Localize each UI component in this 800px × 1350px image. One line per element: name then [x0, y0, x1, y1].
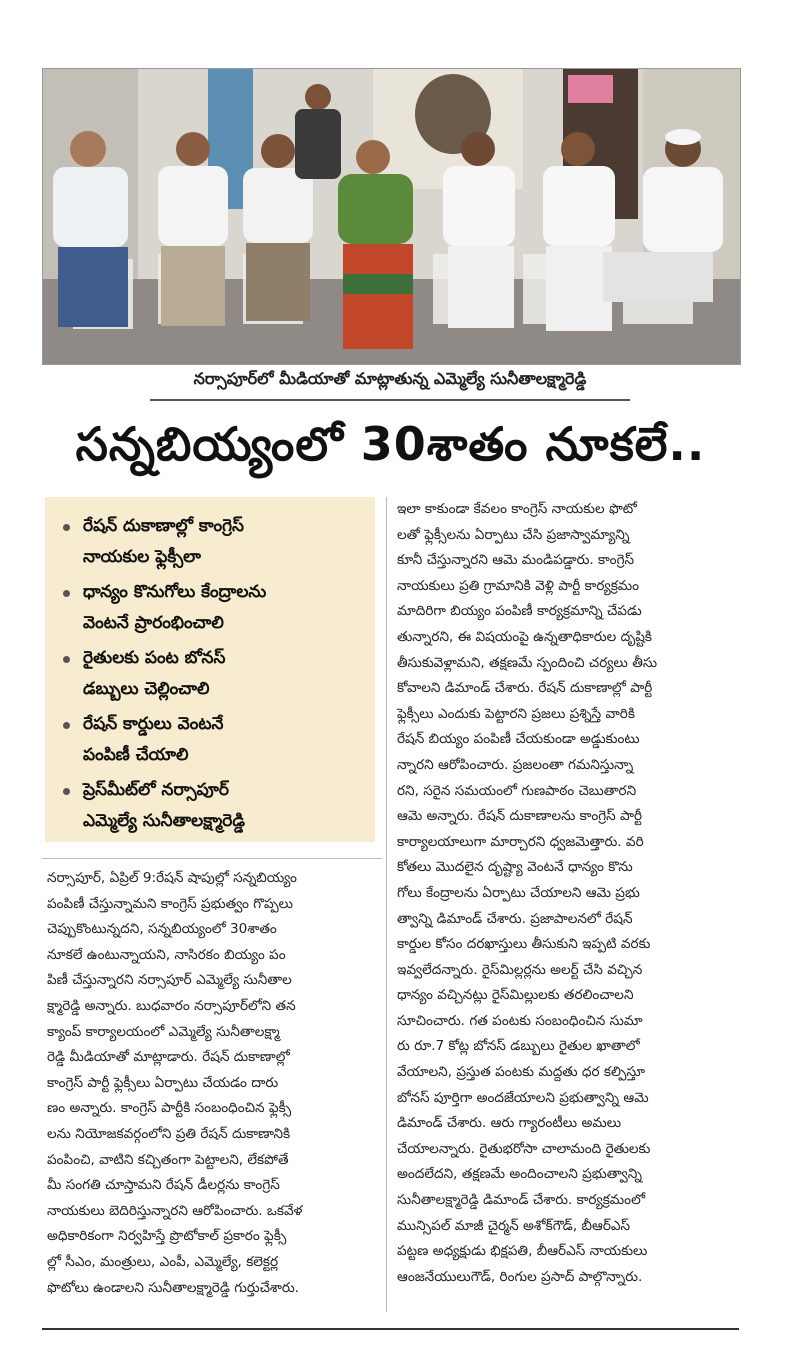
photo-caption: నర్సాపూర్‌లో మీడియాతో మాట్లాతున్న ఎమ్మెల్యే సునీతాలక్ష్మారెడ్డి: [193, 369, 587, 388]
highlight-item: ధాన్యం కొనుగోలు కేంద్రాలను వెంటనే ప్రారంభించాలి: [65, 577, 370, 639]
column-divider: [386, 497, 387, 1312]
article-body-left: నర్సాపూర్, ఏప్రిల్ 9:రేషన్ షాపుల్లో సన్నబియ్యం పంపిణీ చేస్తున్నామని కాంగ్రెస్ ప్రభుత్వం గొప్పలు చెప్పుకొంటున్నదని, సన్నబియ్యంలో 30శాతం నూకలే ఉంటున్నాయని, నాసిరకం బియ్యం పం పిణీ చేస్తున్నారని నర్సాపూర్ ఎమ్మెల్యే సునీతాల క్ష్మారెడ్డి అన్నారు. బుధవారం నర్సాపూర్‌లోని తన క్యాంప్ కార్యాలయంలో ఎమ్మెల్యే సునీతాలక్ష్మా రెడ్డి మీడియాతో మాట్లాడారు. రేషన్ దుకాణాల్లో కాంగ్రెస్ పార్టీ ఫ్లెక్సీలు ఏర్పాటు చేయడం దారు ణం అన్నారు. కాంగ్రెస్ పార్టీకి సంబంధించిన ఫ్లెక్సీ లను నియోజకవర్గంలోని ప్రతి రేషన్ దుకాణానికి పంపించి, వాటిని కచ్చితంగా పెట్టాలని, లేకపోతే మీ సంగతి చూస్తామని రేషన్ డీలర్లను కాంగ్రెస్ నాయకులు బెదిరిస్తున్నారని ఆరోపించారు. ఒకవేళ అధికారికంగా నిర్వహిస్తే ప్రొటోకాల్ ప్రకారం ఫ్లెక్సీ ల్లో సీఎం, మంత్రులు, ఎంపీ, ఎమ్మెల్యే, కలెక్టర్ల ఫొటోలు ఉండాలని సునీతాలక్ష్మారెడ్డి గుర్తుచేశారు.: [47, 870, 303, 1296]
news-photo: [42, 68, 741, 365]
article-headline: సన్నబియ్యంలో 30శాతం నూకలే..: [75, 417, 706, 471]
highlight-item: రైతులకు పంట బోనస్ డబ్బులు చెల్లించాలి: [65, 643, 370, 705]
highlight-item: ప్రెస్‌మీట్‌లో నర్సాపూర్ ఎమ్మెల్యే సునీతాలక్ష్మారెడ్డి: [65, 775, 370, 837]
article-body-right: ఇలా కాకుండా కేవలం కాంగ్రెస్ నాయకుల ఫొటో లతో ఫ్లెక్సీలను ఏర్పాటు చేసి ప్రజాస్వామ్యాన్ని కూనీ చేస్తున్నారని ఆమె మండిపడ్డారు. కాంగ్రెస్ నాయకులు ప్రతి గ్రామానికి వెళ్లి పార్టీ కార్యక్రమం మాదిరిగా బియ్యం పంపిణీ కార్యక్రమాన్ని చేపడు తున్నారని, ఈ విషయంపై ఉన్నతాధికారుల దృష్టికి తీసుకువెళ్లామని, తక్షణమే స్పందించి చర్యలు తీసు కోవాలని డిమాండ్ చేశారు. రేషన్ దుకాణాల్లో పార్టీ ఫ్లెక్సీలు ఎందుకు పెట్టారని ప్రజలు ప్రశ్నిస్తే వారికి రేషన్ బియ్యం పంపిణీ చేయకుండా అడ్డుకుంటు న్నారని ఆరోపించారు. ప్రజలంతా గమనిస్తున్నా రని, సరైన సమయంలో గుణపాఠం చెబుతారని ఆమె అన్నారు. రేషన్ దుకాణాలను కాంగ్రెస్ పార్టీ కార్యాలయాలుగా మార్చారని ధ్వజమెత్తారు. వరి కోతలు మొదలైన దృష్ట్యా వెంటనే ధాన్యం కొను గోలు కేంద్రాలను ఏర్పాటు చేయాలని ఆమె ప్రభు త్వాన్ని డిమాండ్ చేశారు. ప్రజాపాలనలో రేషన్ కార్డుల కోసం దరఖాస్తులు తీసుకుని ఇప్పటి వరకు ఇవ్వలేదన్నారు. రైస్‌మిల్లర్లను అలర్ట్ చేసి వచ్చిన ధాన్యం వచ్చినట్లు రైస్‌మిల్లులకు తరలించాలని సూచించారు. గత పంటకు సంబంధించిన సుమా రు రూ.7 కోట్ల బోనస్ డబ్బులు రైతుల ఖాతాలో వేయాలని, ప్రస్తుత పంటకు మద్దతు ధర కల్పిస్తూ బోనస్ పూర్తిగా అందజేయాలని ప్రభుత్వాన్ని ఆమె డిమాండ్ చేశారు. ఆరు గ్యారంటీలు అమలు చేయాలన్నారు. రైతుభరోసా చాలామంది రైతులకు అందలేదని, తక్షణమే అందించాలని ప్రభుత్వాన్ని సునీతాలక్ష్మారెడ్డి డిమాండ్ చేశారు. కార్యక్రమంలో మున్సిపల్ మాజీ చైర్మన్ అశోక్‌గౌడ్, బీఆర్‌ఎస్ పట్టణ అధ్యక్షుడు భిక్షపతి, బీఆర్‌ఎస్ నాయకులు ఆంజనేయులుగౌడ్, రింగుల ప్రసాద్ పాల్గొన్నారు.: [397, 501, 658, 1285]
bullet-icon: [63, 590, 70, 597]
bottom-rule: [42, 1328, 739, 1330]
bullet-icon: [63, 524, 70, 531]
bullet-icon: [63, 788, 70, 795]
bullet-icon: [63, 722, 70, 729]
highlights-box: [45, 497, 375, 842]
bullet-icon: [63, 656, 70, 663]
photo-caption-box: [150, 365, 630, 401]
group-photo-illustration: [43, 69, 740, 364]
highlight-item: రేషన్ దుకాణాల్లో కాంగ్రెస్ నాయకుల ఫ్లెక్సీలా: [65, 511, 370, 573]
section-divider: [42, 858, 382, 859]
highlight-item: రేషన్ కార్డులు వెంటనే పంపిణీ చేయాలి: [65, 709, 370, 771]
